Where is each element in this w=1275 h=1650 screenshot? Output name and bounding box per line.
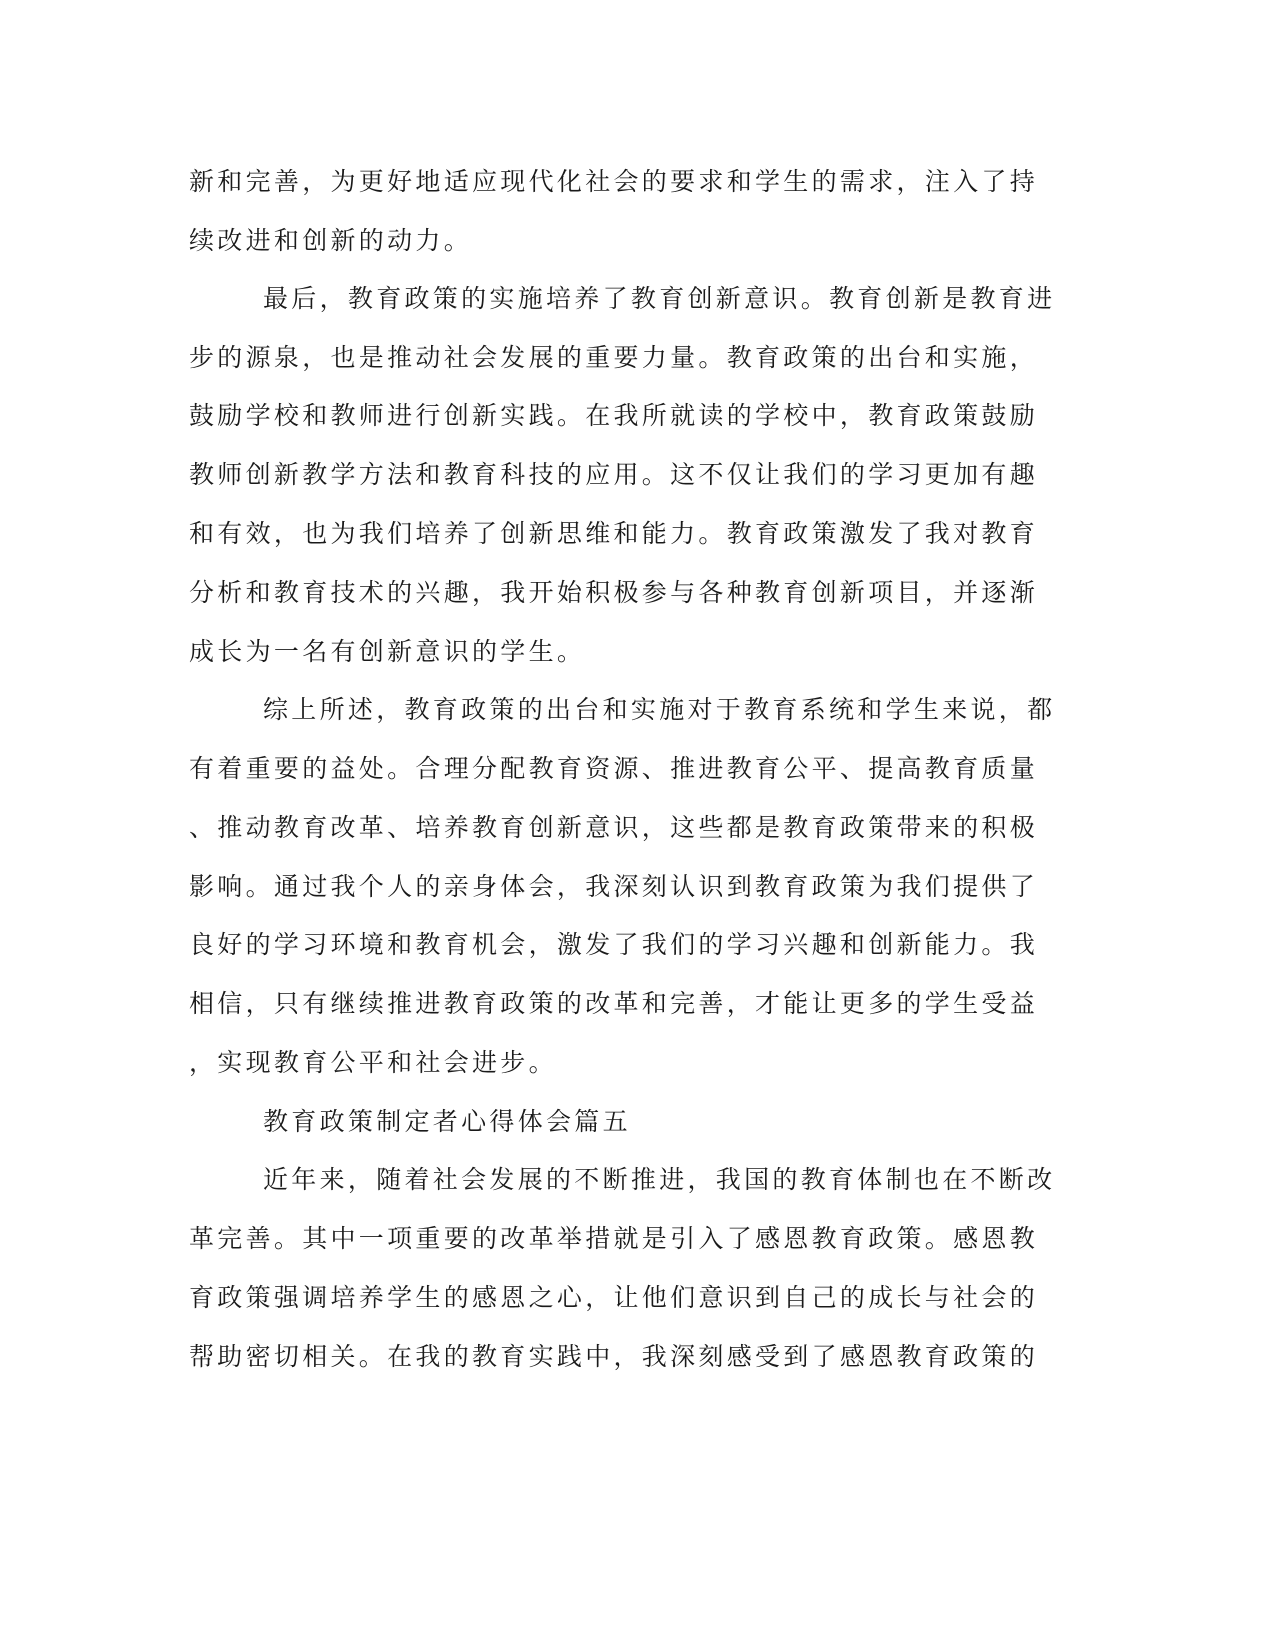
paragraph-first-line: 近年来，随着社会发展的不断推进，我国的教育体制也在不断改 — [263, 1165, 1056, 1194]
body-text-line: 革完善。其中一项重要的改革举措就是引入了感恩教育政策。感恩教 — [189, 1224, 1039, 1253]
body-text-line: 教师创新教学方法和教育科技的应用。这不仅让我们的学习更加有趣 — [189, 460, 1039, 489]
section-heading: 教育政策制定者心得体会篇五 — [263, 1107, 631, 1136]
body-text-line: 续改进和创新的动力。 — [189, 226, 473, 255]
body-text-line: 新和完善，为更好地适应现代化社会的要求和学生的需求，注入了持 — [189, 167, 1039, 196]
paragraph-first-line: 综上所述，教育政策的出台和实施对于教育系统和学生来说，都 — [263, 695, 1056, 724]
body-text-line: 、推动教育改革、培养教育创新意识，这些都是教育政策带来的积极 — [189, 813, 1039, 842]
body-text-line: 分析和教育技术的兴趣，我开始积极参与各种教育创新项目，并逐渐 — [189, 578, 1039, 607]
body-text-line: ，实现教育公平和社会进步。 — [189, 1048, 557, 1077]
body-text-line: 鼓励学校和教师进行创新实践。在我所就读的学校中，教育政策鼓励 — [189, 401, 1039, 430]
body-text-line: 有着重要的益处。合理分配教育资源、推进教育公平、提高教育质量 — [189, 754, 1039, 783]
body-text-line: 良好的学习环境和教育机会，激发了我们的学习兴趣和创新能力。我 — [189, 930, 1039, 959]
body-text-line: 影响。通过我个人的亲身体会，我深刻认识到教育政策为我们提供了 — [189, 872, 1039, 901]
body-text-line: 步的源泉，也是推动社会发展的重要力量。教育政策的出台和实施， — [189, 343, 1039, 372]
body-text-line: 和有效，也为我们培养了创新思维和能力。教育政策激发了我对教育 — [189, 519, 1039, 548]
body-text-line: 成长为一名有创新意识的学生。 — [189, 637, 586, 666]
body-text-line: 帮助密切相关。在我的教育实践中，我深刻感受到了感恩教育政策的 — [189, 1342, 1039, 1371]
paragraph-first-line: 最后，教育政策的实施培养了教育创新意识。教育创新是教育进 — [263, 284, 1056, 313]
body-text-line: 育政策强调培养学生的感恩之心，让他们意识到自己的成长与社会的 — [189, 1283, 1039, 1312]
body-text-line: 相信，只有继续推进教育政策的改革和完善，才能让更多的学生受益 — [189, 989, 1039, 1018]
